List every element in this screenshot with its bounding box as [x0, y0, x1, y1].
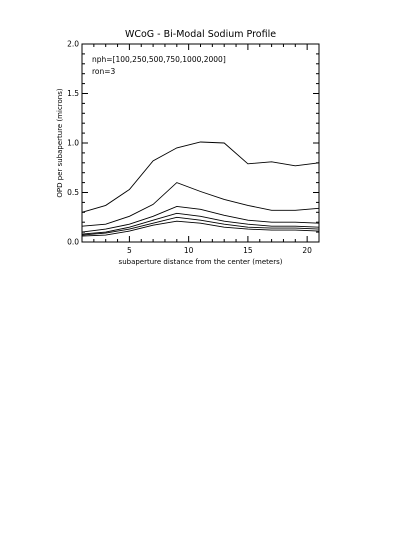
y-tick-label: 1.0: [67, 138, 79, 148]
x-tick-label: 10: [183, 246, 194, 255]
x-tick-label: 20: [302, 246, 312, 255]
y-tick-label: 0.5: [67, 188, 79, 197]
series-line-2: [82, 183, 319, 227]
y-axis-label: OPD per subaperture (microns): [56, 88, 64, 198]
plot-frame: [82, 44, 319, 242]
x-axis-label: subaperture distance from the center (meters): [118, 258, 283, 266]
chart-title: WCoG - Bi-Modal Sodium Profile: [124, 29, 277, 40]
annotation-nph: nph=[100,250,500,750,1000,2000]: [92, 55, 226, 64]
series-line-6: [82, 221, 319, 236]
x-tick-label: 5: [127, 246, 132, 255]
series-lines: [82, 142, 319, 236]
y-tick-label: 1.5: [67, 89, 79, 98]
y-tick-label: 2.0: [67, 39, 79, 49]
x-tick-label: 15: [243, 246, 253, 255]
annotation-ron: ron=3: [92, 67, 116, 76]
y-tick-label: 0.0: [67, 237, 79, 247]
series-line-1: [82, 142, 319, 212]
